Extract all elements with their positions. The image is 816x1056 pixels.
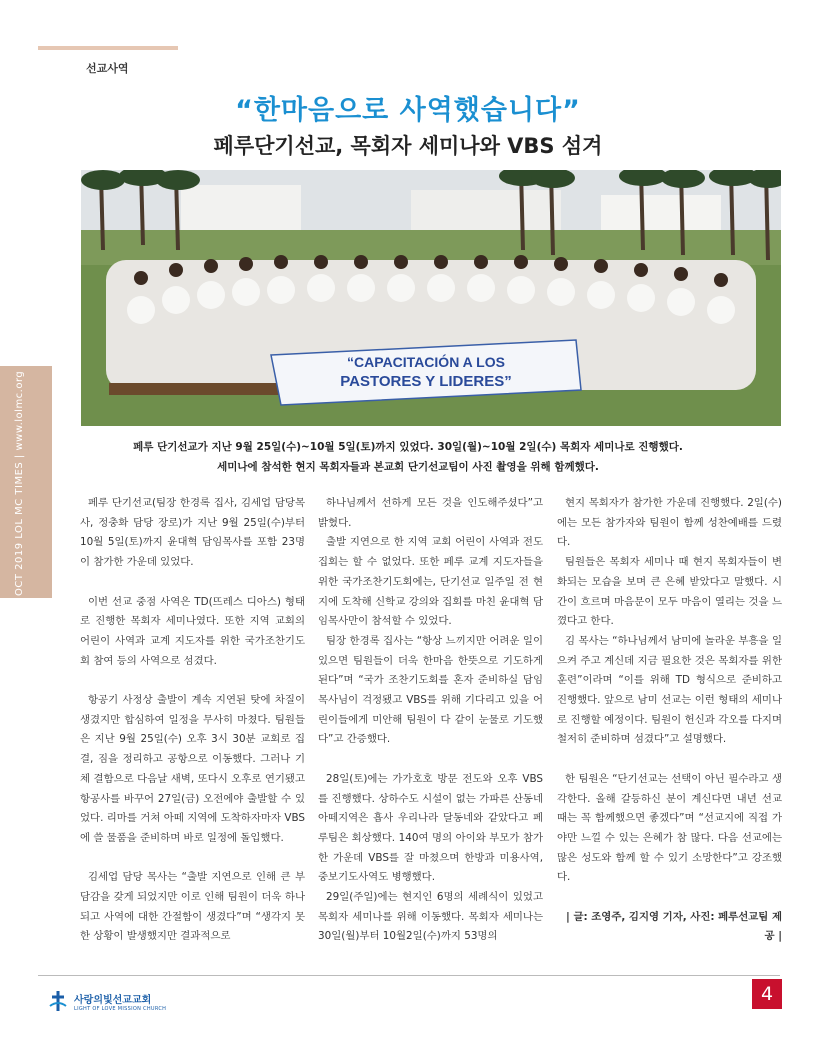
paragraph: 출발 지연으로 한 지역 교회 어린이 사역과 전도집회는 할 수 없었다. 또한 페루 교계 지도자들을 위한 국가조찬기도회에는, 단기선교 일주일 전 현지에 도착해 신학교 강의와 집회를 마친 윤대혁 담임목사만이 참석할 수 있었다.	[318, 536, 543, 628]
page-number: 4	[752, 979, 782, 1009]
article-column-1	[80, 494, 305, 967]
subheadline: 페루단기선교, 목회자 세미나와 VBS 섬겨	[213, 134, 603, 158]
side-vertical-text: OCT 2019 LOL MC TIMES | www.lolmc.org	[14, 370, 25, 596]
photo-credit: | 글: 조영주, 김지영 기자, 사진: 페루선교팀 제공 |	[566, 910, 782, 943]
article-column-3	[557, 494, 782, 967]
photo-caption	[0, 437, 816, 477]
headline: “한마음으로 사역했습니다”	[235, 95, 581, 126]
paragraph: 하나님께서 선하게 모든 것을 인도해주셨다”고 밝혔다.	[318, 497, 543, 529]
side-tab	[0, 366, 52, 598]
caption-line-1: 페루 단기선교가 지난 9월 25일(수)~10월 5일(토)까지 있었다. 30일(월)~10월 2일(수) 목회자 세미나로 진행했다.	[133, 441, 683, 453]
paragraph: 현지 목회자가 참가한 가운데 진행했다. 2일(수)에는 모든 참가자와 팀원이 함께 성찬예배를 드렸다.	[557, 497, 782, 549]
paragraph: 김 목사는 “하나님께서 남미에 놀라운 부흥을 일으켜 주고 계신데 지금 필요한 것은 목회자를 위한 훈련”이라며 “이를 위해 TD 형식으로 준비하고 진행했다. 앞으로 남미 선교는 이런 형태의 세미나로 진행할 예정이다. 팀원이 헌신과 각오를 다지며 철저히 준비하며 섬겼다”고 설명했다.	[557, 634, 782, 746]
paragraph: 김세업 담당 목사는 “출발 지연으로 인해 큰 부담감을 갖게 되었지만 이로 인해 팀원이 더욱 하나 되고 사역에 대한 간절함이 생겼다”며 “생각지 못한 상황이 발생했지만 결과적으로	[80, 871, 305, 943]
paragraph: 이번 선교 중점 사역은 TD(뜨레스 디아스) 형태로 진행한 목회자 세미나였다. 또한 지역 교회의 어린이 사역과 교계 지도자를 위한 국가조찬기도회 참여 등의 사역으로 섬겼다.	[80, 595, 305, 667]
logo-subtitle: LIGHT OF LOVE MISSION CHURCH	[74, 1005, 167, 1012]
logo-name: 사랑의빛선교교회	[74, 994, 152, 1006]
paragraph: 항공기 사정상 출발이 계속 지연된 탓에 차질이 생겼지만 합심하여 일정을 무사히 마쳤다. 팀원들은 지난 9월 25일(수) 오후 3시 30분 교회로 집결, 짐을 정리하고 공항으로 이동했다. 그러나 기체 결함으로 다음날 새벽, 또다시 오후로 연기됐고 항공사를 바꾸어 27일(금) 오전에야 출발할 수 있었다. 리마를 거쳐 아떼 지역에 도착하자마자 VBS에 쓸 물품을 준비하며 바로 일정에 돌입했다.	[80, 694, 305, 844]
paragraph: 29일(주일)에는 현지인 6명의 세례식이 있었고 목회자 세미나를 위해 이동했다. 목회자 세미나는 30일(월)부터 10월2일(수)까지 53명의	[318, 891, 543, 943]
paragraph: 페루 단기선교(팀장 한경록 집사, 김세업 담당목사, 정충화 담당 장로)가 지난 9월 25일(수)부터 10월 5일(토)까지 윤대혁 담임목사를 포함 23명이 참가한 가운데 있었다.	[80, 497, 305, 569]
top-rule	[38, 46, 178, 50]
church-logo[interactable]	[48, 990, 166, 1012]
church-logo-icon	[48, 990, 68, 1012]
banner-line2: PASTORES Y LIDERES”	[340, 373, 512, 390]
banner-line1: “CAPACITACIÓN A LOS	[347, 354, 505, 370]
section-label: 선교사역	[86, 62, 129, 75]
article-column-2	[318, 494, 543, 967]
paragraph: 한 팀원은 “단기선교는 선택이 아닌 필수라고 생각한다. 올해 갈등하신 분이 계신다면 내년 선교 때는 꼭 함께했으면 좋겠다”며 “선교지에 직접 가야만 느낄 수 있는 은혜가 참 많다. 다음 선교에는 많은 성도와 함께 할 수 있기 소망한다”고 강조했다.	[557, 772, 782, 884]
paragraph: 팀장 한경록 집사는 “항상 느끼지만 어려운 일이 있으면 팀원들이 더욱 한마음 한뜻으로 기도하게 된다”며 “국가 조찬기도회를 혼자 준비하실 담임목사님이 걱정됐고 VBS를 위해 기다리고 있을 어린이들에게 미안해 팀원이 다 같이 눈물로 기도했다”고 간증했다.	[318, 634, 543, 746]
footer-rule	[38, 975, 780, 976]
caption-line-2: 세미나에 참석한 현지 목회자들과 본교회 단기선교팀이 사진 촬영을 위해 함께했다.	[217, 461, 599, 473]
group-photo	[81, 170, 781, 426]
paragraph: 팀원들은 목회자 세미나 때 현지 목회자들이 변화되는 모습을 보며 큰 은혜 받았다고 말했다. 시간이 흐르며 마음문이 모두 마음이 열리는 것을 느꼈다고 한다.	[557, 556, 782, 628]
paragraph: 28일(토)에는 가가호호 방문 전도와 오후 VBS를 진행했다. 상하수도 시설이 없는 가파른 산동네 아떼지역은 흡사 우리나라 달동네와 같았다고 페루팀은 회상했다. 140여 명의 아이와 부모가 참가한 가운데 VBS를 잘 마쳤으며 한방과 미용사역, 중보기도사역도 병행했다.	[318, 772, 543, 884]
